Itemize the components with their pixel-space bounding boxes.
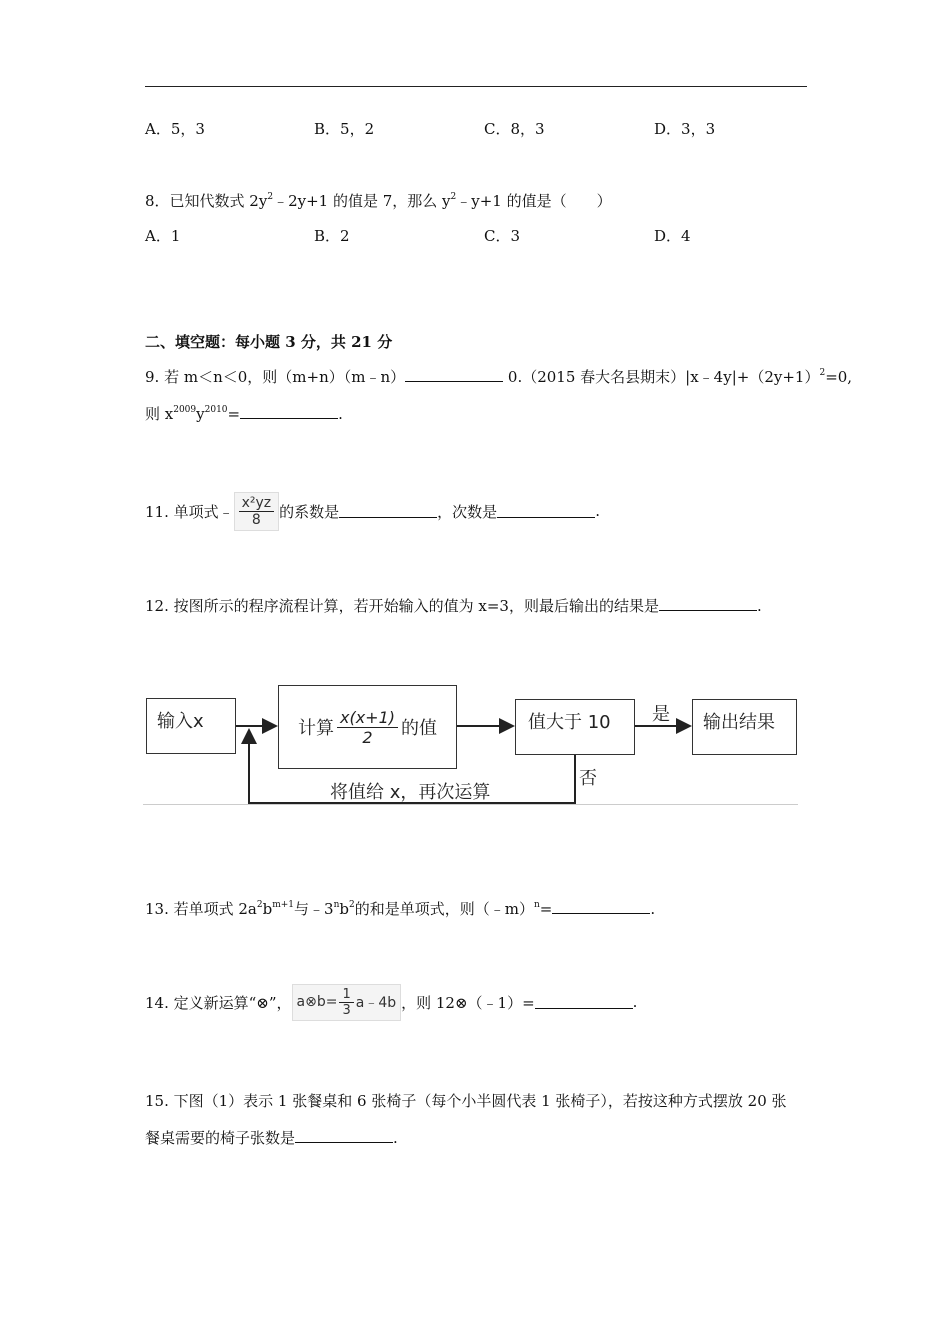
q7-option-c: C．8，3 (484, 120, 545, 138)
answer-blank[interactable] (552, 901, 650, 914)
flow-input-box: 输入x (146, 698, 236, 754)
question-15-line2: 餐桌需要的椅子张数是 . (145, 1129, 398, 1147)
question-15-line1: 15. 下图（1）表示 1 张餐桌和 6 张椅子（每个小半圆代表 1 张椅子），若按这种方式摆放 20 张 (145, 1092, 787, 1110)
arrow-loop-back (249, 730, 575, 803)
flow-yes-label: 是 (652, 704, 670, 725)
section-title: 二、填空题：每小题 3 分，共 21 分 (145, 333, 393, 351)
question-9-line1: 9. 若 m＜n＜0，则（m+n）（m﹣n） 0.（2015 春大名县期末）$|x﹣4y|+(2y+1)^2=0$, (145, 368, 853, 386)
q7-option-a: A．5，3 (145, 120, 205, 138)
q8-option-d: D．4 (654, 227, 691, 245)
q8-option-c: C．3 (484, 227, 521, 245)
flow-loop-label: 将值给 x，再次运算 (330, 782, 491, 803)
flow-no-label: 否 (579, 768, 597, 789)
question-11: 11. 单项式﹣ $\frac{\text{x²yz}}{8}$ 的系数是 ，次数是 . (145, 486, 600, 536)
question-12: 12. 按图所示的程序流程计算，若开始输入的值为 x=3，则最后输出的结果是 . (145, 597, 762, 615)
flow-compute-box: 计算 $\frac{x(x+1)}{2}$ 的值 (278, 685, 457, 769)
question-14: 14. 定义新运算“⊗”， a⊗b= $\frac{1}{3}$ a﹣4b ，则 12⊗（﹣1）= . (145, 980, 637, 1024)
q7-option-b: B．5，2 (314, 120, 375, 138)
answer-blank[interactable] (535, 996, 633, 1009)
compute-fraction: $\frac{x(x+1)}{2}$ (337, 708, 398, 747)
q8-option-b: B．2 (314, 227, 350, 245)
q8-option-a: A．1 (145, 227, 181, 245)
flow-output-box: 输出结果 (692, 699, 797, 755)
question-8: 8．已知代数式 $2y^2﹣2y+1$ 的值是 7，那么 $y^2﹣y+1$ 的值是（ ） (145, 192, 612, 210)
q7-option-d: D．3，3 (654, 120, 716, 138)
monomial-image: $\frac{\text{x²yz}}{8}$ (234, 492, 280, 531)
flow-decision-box: 值大于 10 (515, 699, 635, 755)
operation-definition-image: a⊗b= $\frac{1}{3}$ a﹣4b (292, 984, 402, 1021)
question-13: 13. 若单项式 $2a^2b^{m+1}$与$﹣3^nb^2$的和是单项式，则（﹣m）$^n$= . (145, 900, 656, 918)
question-9-line2: 则 $x^{2009}y^{2010}=$ . (145, 405, 343, 423)
answer-blank[interactable] (295, 1130, 393, 1143)
